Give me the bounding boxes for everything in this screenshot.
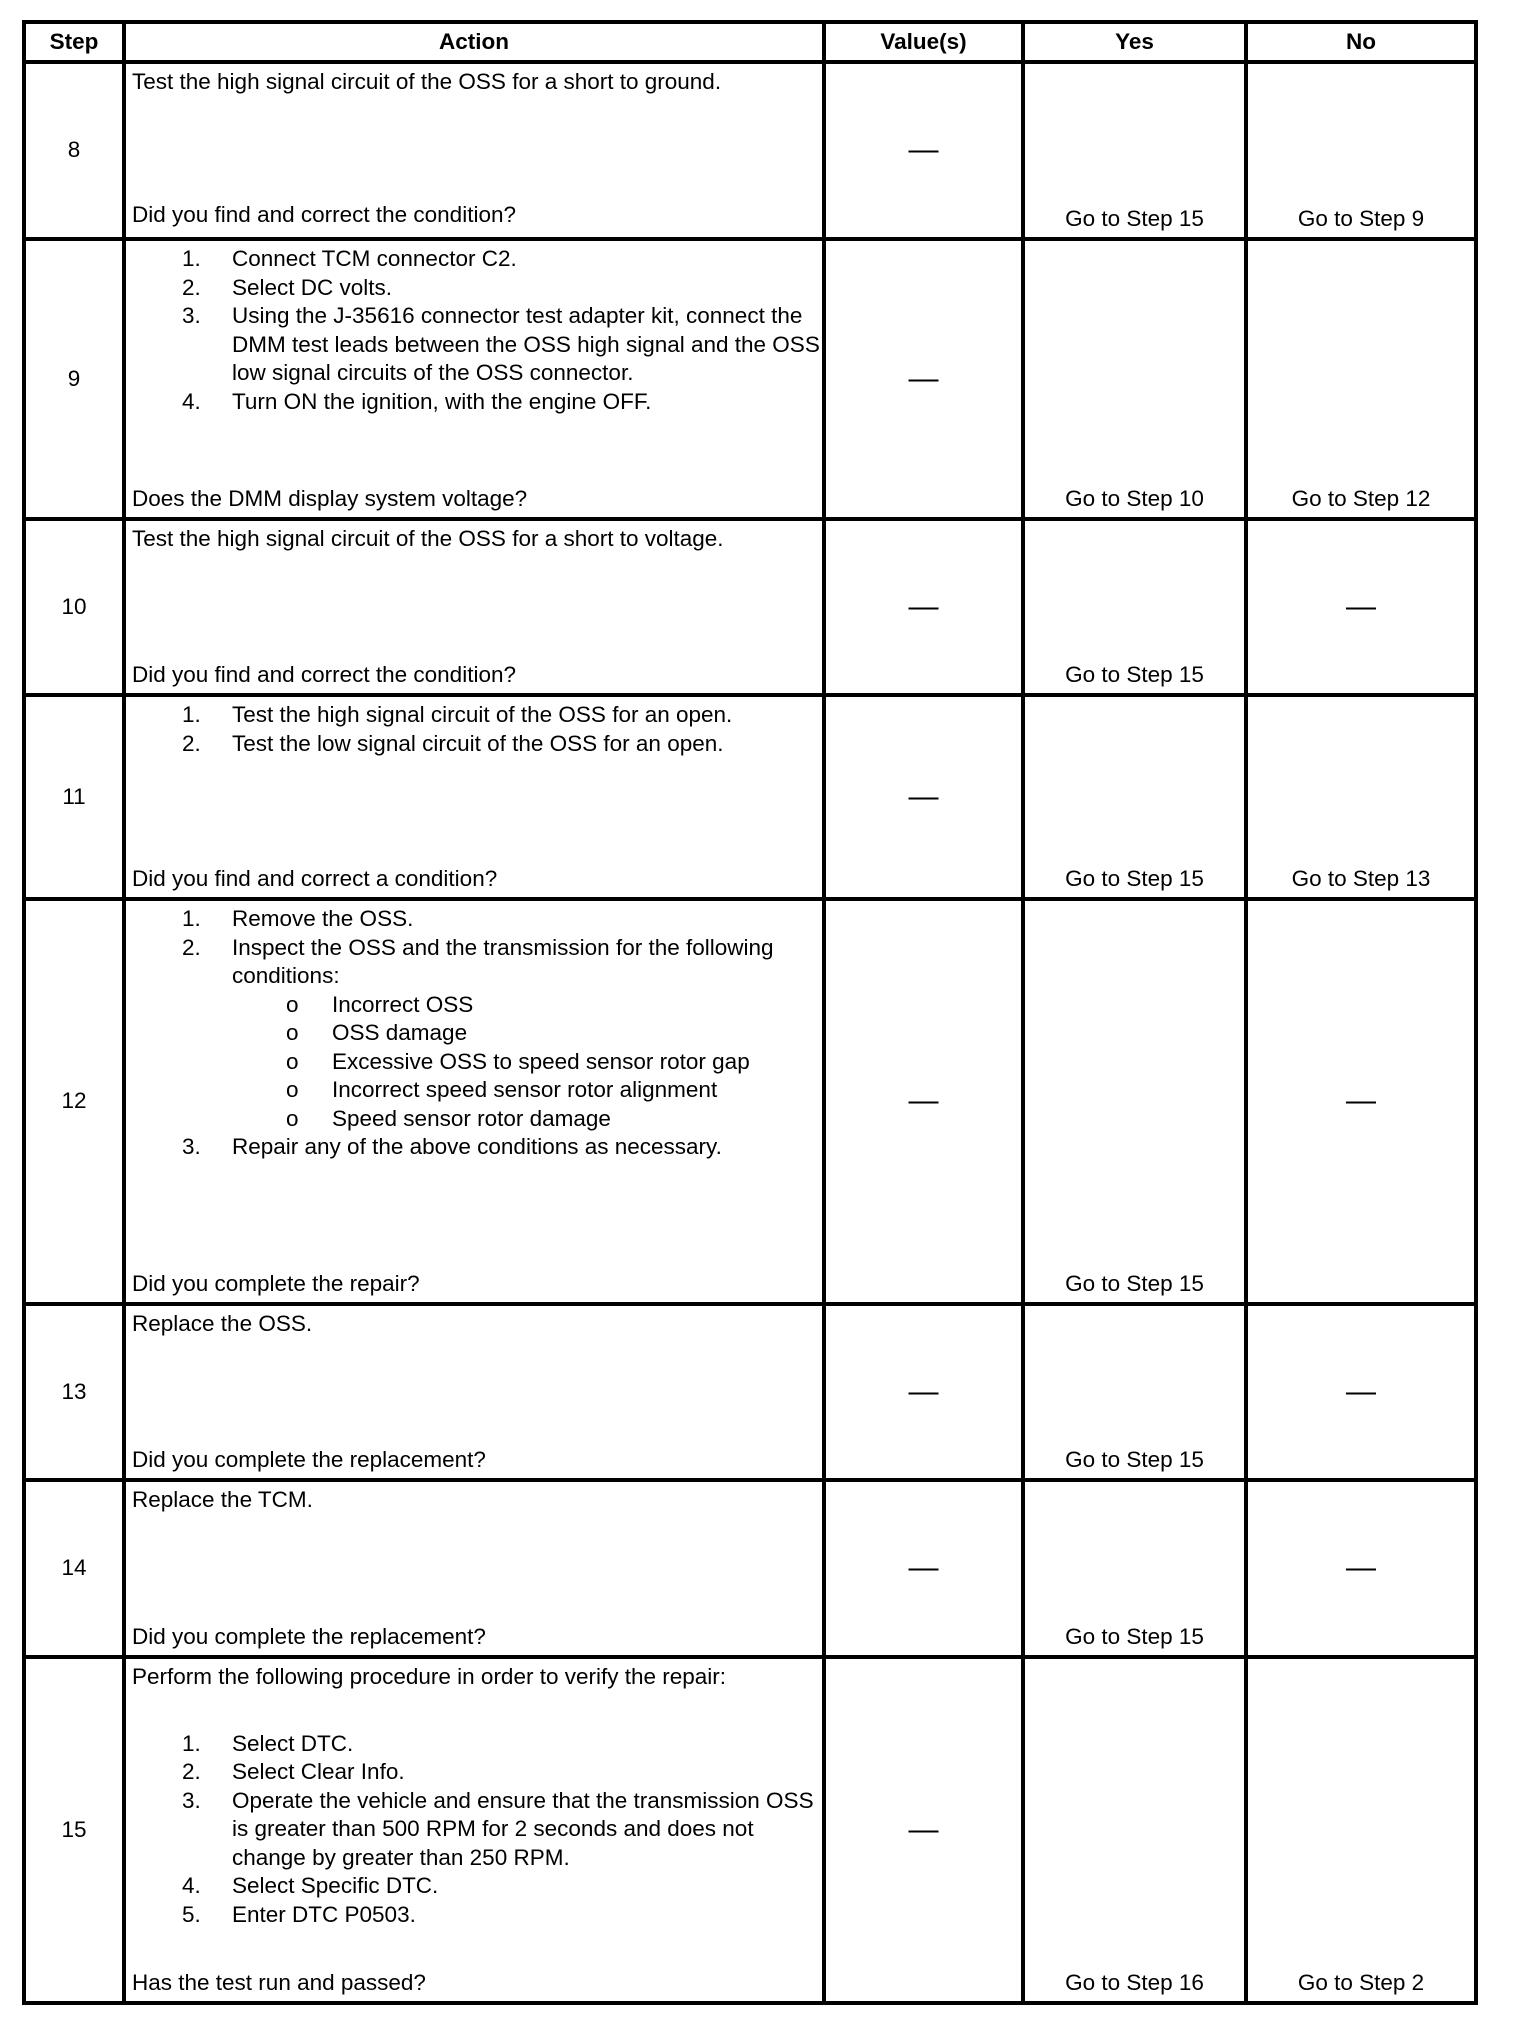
action-cell	[124, 1657, 824, 2003]
table-row	[24, 695, 1476, 899]
action-text: Replace the TCM.	[132, 1487, 313, 1512]
action-steps	[132, 701, 822, 758]
list-item: o Speed sensor rotor damage	[286, 1105, 611, 1131]
header-row	[24, 22, 1476, 62]
yes-cell: Go to Step 15	[1023, 519, 1246, 695]
value-cell: —	[824, 519, 1023, 695]
action-question: Did you find and correct a condition?	[132, 865, 498, 891]
no-cell: —	[1246, 1480, 1476, 1657]
list-item: 1. Remove the OSS.	[182, 906, 414, 931]
action-question: Does the DMM display system voltage?	[132, 485, 528, 511]
list-item: 2. Test the low signal circuit of the OSS for an open.	[182, 730, 724, 756]
no-cell: —	[1246, 899, 1476, 1304]
condition-list	[132, 991, 822, 1134]
action-cell	[124, 239, 824, 519]
list-item: 3. Using the J-35616 connector test adapter kit, connect the DMM test leads between the OSS high signal and the OSS low signal circuits of the OSS connector.	[182, 303, 820, 385]
value-cell: —	[824, 1480, 1023, 1657]
yes-cell: Go to Step 15	[1023, 899, 1246, 1304]
table-row	[24, 519, 1476, 695]
action-question: Did you complete the replacement?	[132, 1623, 486, 1649]
list-item: 5. Enter DTC P0503.	[182, 1901, 416, 1927]
header-values: Value(s)	[824, 22, 1023, 62]
value-cell: —	[824, 239, 1023, 519]
list-item: 2. Select Clear Info.	[182, 1759, 405, 1784]
step-number: 15	[24, 1657, 124, 2003]
header-action: Action	[124, 22, 824, 62]
list-item: 1. Test the high signal circuit of the OSS for an open.	[182, 702, 733, 727]
action-question: Did you complete the repair?	[132, 1270, 420, 1296]
table-row	[24, 899, 1476, 1304]
header-yes: Yes	[1023, 22, 1246, 62]
header-no: No	[1246, 22, 1476, 62]
step-number: 14	[24, 1480, 124, 1657]
step-number: 12	[24, 899, 124, 1304]
yes-cell: Go to Step 15	[1023, 62, 1246, 239]
value-cell: —	[824, 899, 1023, 1304]
value-cell: —	[824, 1304, 1023, 1480]
list-item: 1. Connect TCM connector C2.	[182, 246, 517, 271]
action-cell	[124, 899, 824, 1304]
list-item: 4. Select Specific DTC.	[182, 1873, 439, 1898]
list-item: 2. Inspect the OSS and the transmission for the following conditions:	[182, 934, 774, 988]
list-item: 1. Select DTC.	[182, 1730, 354, 1756]
list-item: 4. Turn ON the ignition, with the engine OFF.	[182, 388, 652, 414]
action-steps	[132, 905, 822, 991]
action-cell	[124, 695, 824, 899]
action-text: Perform the following procedure in order to verify the repair:	[132, 1664, 727, 1689]
action-question: Did you find and correct the condition?	[132, 201, 516, 227]
value-cell: —	[824, 1657, 1023, 2003]
step-number: 10	[24, 519, 124, 695]
action-text: Replace the OSS.	[132, 1311, 313, 1336]
header-step: Step	[24, 22, 124, 62]
step-number: 13	[24, 1304, 124, 1480]
step-number: 8	[24, 62, 124, 239]
step-number: 9	[24, 239, 124, 519]
no-cell: Go to Step 9	[1246, 62, 1476, 239]
no-cell: Go to Step 13	[1246, 695, 1476, 899]
diagnostic-table	[22, 20, 1478, 2005]
list-item: 3. Operate the vehicle and ensure that the transmission OSS is greater than 500 RPM for 2 seconds and does not change by greater than 250 RPM.	[182, 1787, 814, 1870]
list-item: o Excessive OSS to speed sensor rotor gap	[286, 1048, 750, 1074]
action-cell	[124, 1304, 824, 1480]
table-row	[24, 1304, 1476, 1480]
yes-cell: Go to Step 15	[1023, 1480, 1246, 1657]
step-number: 11	[24, 695, 124, 899]
value-cell: —	[824, 62, 1023, 239]
no-cell: —	[1246, 519, 1476, 695]
yes-cell: Go to Step 15	[1023, 695, 1246, 899]
yes-cell: Go to Step 10	[1023, 239, 1246, 519]
table-row	[24, 239, 1476, 519]
action-steps	[132, 1133, 822, 1162]
list-item: o Incorrect speed sensor rotor alignment	[286, 1077, 718, 1102]
action-steps	[132, 1730, 822, 1930]
action-text: Test the high signal circuit of the OSS for a short to voltage.	[132, 526, 724, 551]
action-cell	[124, 62, 824, 239]
action-steps	[132, 245, 822, 416]
yes-cell: Go to Step 16	[1023, 1657, 1246, 2003]
action-cell	[124, 1480, 824, 1657]
list-item: o OSS damage	[286, 1020, 468, 1045]
list-item: 3. Repair any of the above conditions as necessary.	[182, 1134, 722, 1159]
table-row	[24, 1657, 1476, 2003]
table-row	[24, 62, 1476, 239]
no-cell: Go to Step 12	[1246, 239, 1476, 519]
table-row	[24, 1480, 1476, 1657]
action-question: Did you find and correct the condition?	[132, 661, 516, 687]
action-text: Test the high signal circuit of the OSS for a short to ground.	[132, 69, 722, 94]
list-item: o Incorrect OSS	[286, 991, 474, 1017]
action-question: Has the test run and passed?	[132, 1969, 426, 1995]
action-question: Did you complete the replacement?	[132, 1446, 486, 1472]
no-cell: Go to Step 2	[1246, 1657, 1476, 2003]
yes-cell: Go to Step 15	[1023, 1304, 1246, 1480]
list-item: 2. Select DC volts.	[182, 274, 393, 300]
no-cell: —	[1246, 1304, 1476, 1480]
action-cell	[124, 519, 824, 695]
value-cell: —	[824, 695, 1023, 899]
